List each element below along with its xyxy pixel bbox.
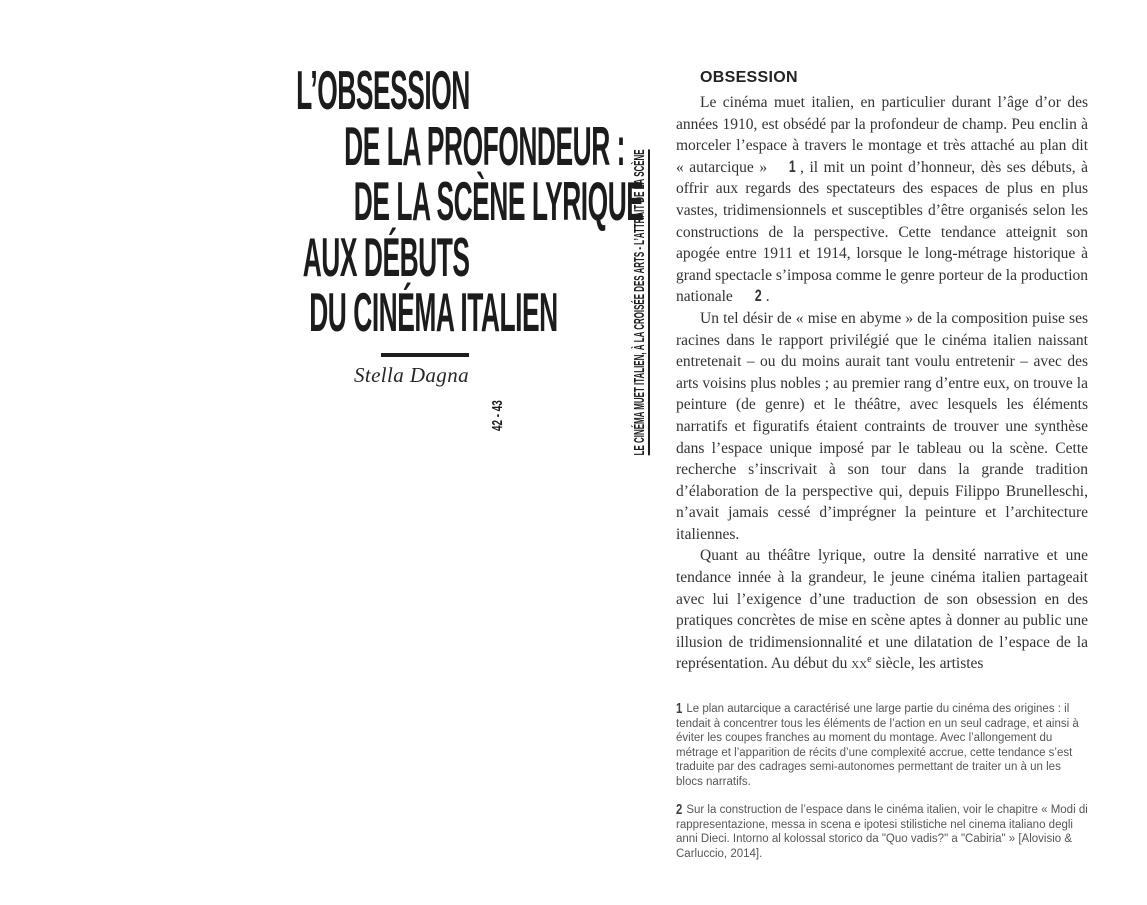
paragraph-text: Quant au théâtre lyrique, outre la densité narrative et une tendance innée à la grandeur, le jeune cinéma italien partageait avec lui l’exigence d’une traduction de son obsession en des pratiques concrètes de mise en scène aptes à donner au public une illusion de tridimensionnalité et une dilatation de l’espace de la représentation. Au début du (676, 547, 1088, 673)
footnote-marker-2: 2 (676, 801, 683, 819)
paragraph-text: , il mit un point d’honneur, dès ses débuts, à offrir aux regards des spectateurs des espaces de plus en plus vastes, tridimensionnels et susceptibles d’être organisés selon les constructions de la perspective. Cette tendance atteignit son apogée entre 1911 et 1914, lorsque le long-métrage historique à grand spectacle s’imposa comme le genre porteur de la production nationale (676, 158, 1088, 306)
footnote-marker-1: 1 (676, 700, 683, 718)
chapter-title-line (40, 114, 625, 177)
running-title-text: LE CINÉMA MUET ITALIEN, À LA CROISÉE DES ARTS - L’ATTRAIT DE LA SCÈNE (631, 149, 648, 456)
chapter-title-line (40, 281, 558, 343)
chapter-title-line-text: L’OBSESSION (296, 59, 470, 121)
body-paragraph-3 (676, 545, 1088, 675)
page-number (487, 395, 509, 439)
chapter-title-line (40, 225, 470, 288)
footnote-2 (676, 803, 1088, 861)
chapter-title-line-text: DU CINÉMA ITALIEN (309, 281, 558, 343)
chapter-title-line (40, 59, 470, 121)
chapter-title (40, 59, 644, 343)
title-divider-rule (381, 353, 469, 357)
right-page (676, 69, 1088, 875)
paragraph-text: siècle, les artistes (871, 655, 984, 673)
running-title (629, 149, 656, 591)
chapter-title-line-text: DE LA SCÈNE LYRIQUE (353, 170, 644, 232)
chapter-title-line (40, 170, 644, 232)
body-paragraph-1 (676, 92, 1088, 308)
body-paragraph-2: Un tel désir de « mise en abyme » de la composition puise ses racines dans le rapport privilégié que le cinéma italien naissant entretenait – ou du moins aurait tant voulu entretenir – avec des arts voisins plus nobles ; au premier rang d’entre eux, on trouve la peinture (de genre) et le théâtre, avec lesquels les éléments narratifs et figuratifs étaient contraints de trouver une synthèse dans l’espace unique imposé par le tableau ou la scène. Cette recherche s’inscrivait à son tour dans la grande tradition d’élaboration de la perspective qui, depuis Filippo Brunelleschi, n’avait jamais cessé d’imprégner la peinture et l’architecture italiennes. (676, 309, 1088, 543)
century-superscript: e (867, 654, 872, 666)
footnote-ref-2: 2 (754, 286, 762, 306)
small-caps-century: xx (851, 655, 868, 673)
page-number-text: 42 - 43 (489, 400, 506, 432)
footnotes (676, 702, 1088, 861)
paragraph-text: Le cinéma muet italien, en particulier durant l’âge d’or des années 1910, est obsédé par la profondeur de champ. Peu enclin à morceler l’espace à travers le montage et très attaché au plan dit « autarcique » (676, 94, 1088, 176)
footnote-1 (676, 702, 1088, 789)
footnote-text: Le plan autarcique a caractérisé une large partie du cinéma des origines : il tendait à concentrer tous les éléments de l’action en un seul cadrage, et ainsi à éviter les coupes franches au moment du montage. Avec l’allongement du métrage et l’apparition de récits d’une complexité accrue, cette tendance s’est traduite par des cadrages semi-autonomes permettant de traiter un à un les blocs narratifs. (676, 703, 1079, 788)
chapter-title-line-text: DE LA PROFONDEUR : (344, 114, 625, 177)
footnote-ref-1: 1 (788, 156, 796, 176)
footnote-text: Sur la construction de l’espace dans le cinéma italien, voir le chapitre « Modi di rappresentazione, messa in scena e ipotesi stilistiche nel cinema italiano degli anni Dieci. Intorno al kolossal storico da "Quo vadis?" a "Cabiria" » [Alovisio & Carluccio, 2014]. (676, 804, 1088, 860)
author-name: Stella Dagna (353, 363, 469, 387)
chapter-title-line-text: AUX DÉBUTS (303, 225, 470, 288)
section-heading: OBSESSION (700, 69, 798, 86)
paragraph-text: . (765, 288, 770, 306)
